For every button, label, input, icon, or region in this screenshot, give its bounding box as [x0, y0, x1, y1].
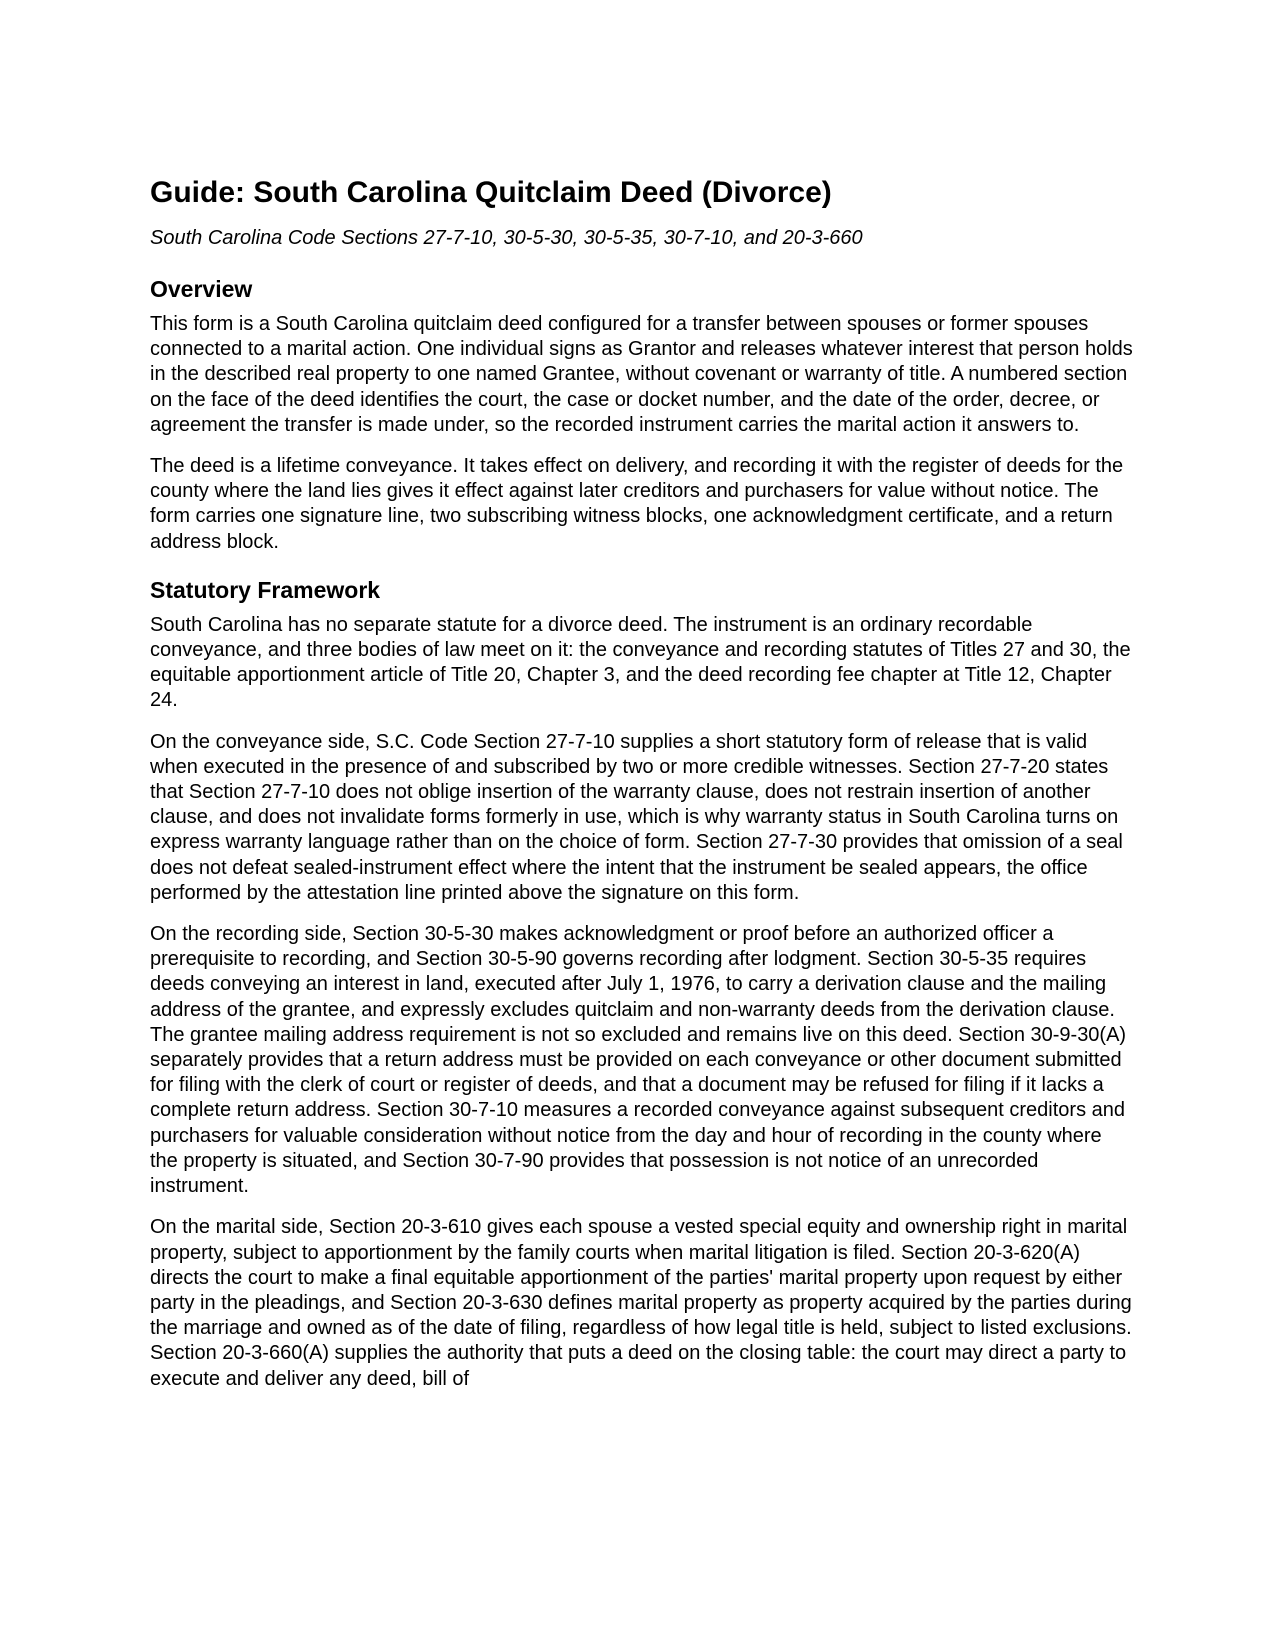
overview-paragraph: This form is a South Carolina quitclaim deed configured for a transfer between spouses or former spouses connected to a marital action. One individual signs as Grantor and releases whatever interest that person holds in the described real property to one named Grantee, without covenant or warranty of title. A numbered section on the face of the deed identifies the court, the case or docket number, and the date of the order, decree, or agreement the transfer is made under, so the recorded instrument carries the marital action it answers to.	[150, 313, 1133, 436]
document-title: Guide: South Carolina Quitclaim Deed (Divorce)	[150, 176, 832, 209]
section-heading-overview: Overview	[150, 276, 253, 302]
overview-paragraph: The deed is a lifetime conveyance. It takes effect on delivery, and recording it with the register of deeds for the county where the land lies gives it effect against later creditors and purchasers for value without notice. The form carries one signature line, two subscribing witness blocks, one acknowledgment certificate, and a return address block.	[150, 455, 1124, 553]
framework-paragraph: On the marital side, Section 20-3-610 gives each spouse a vested special equity and ownership right in marital property, subject to apportionment by the family courts when marital litigation is filed. Section 20-3-620(A) directs the court to make a final equitable apportionment of the parties' marital property upon request by either party in the pleadings, and Section 20-3-630 defines marital property as property acquired by the parties during the marriage and owned as of the date of filing, regardless of how legal title is held, subject to listed exclusions. Section 20-3-660(A) supplies the authority that puts a deed on the closing table: the court may direct a party to execute and deliver any deed, bill of	[150, 1216, 1132, 1390]
framework-paragraph: On the conveyance side, S.C. Code Section 27-7-10 supplies a short statutory form of release that is valid when executed in the presence of and subscribed by two or more credible witnesses. Section 27-7-20 states that Section 27-7-10 does not oblige insertion of the warranty clause, does not restrain insertion of another clause, and does not invalidate forms formerly in use, which is why warranty status in South Carolina turns on express warranty language rather than on the choice of form. Section 27-7-30 provides that omission of a seal does not defeat sealed-instrument effect where the intent that the instrument be sealed appears, the office performed by the attestation line printed above the signature on this form.	[150, 730, 1123, 904]
document-subtitle: South Carolina Code Sections 27-7-10, 30-5-30, 30-5-35, 30-7-10, and 20-3-660	[150, 227, 863, 249]
section-heading-statutory-framework: Statutory Framework	[150, 576, 381, 603]
document-page	[150, 172, 1135, 1392]
framework-paragraph: On the recording side, Section 30-5-30 makes acknowledgment or proof before an authorized officer a prerequisite to recording, and Section 30-5-90 governs recording after lodgment. Section 30-5-35 requires deeds conveying an interest in land, executed after July 1, 1976, to carry a derivation clause and the mailing address of the grantee, and expressly excludes quitclaim and non-warranty deeds from the derivation clause. The grantee mailing address requirement is not so excluded and remains live on this deed. Section 30-9-30(A) separately provides that a return address must be provided on each conveyance or other document submitted for filing with the clerk of court or register of deeds, and that a document may be refused for filing if it lacks a complete return address. Section 30-7-10 measures a recorded conveyance against subsequent creditors and purchasers for valuable consideration without notice from the day and hour of recording in the county where the property is situated, and Section 30-7-90 provides that possession is not notice of an unrecorded instrument.	[150, 923, 1127, 1198]
framework-paragraph: South Carolina has no separate statute for a divorce deed. The instrument is an ordinary recordable conveyance, and three bodies of law meet on it: the conveyance and recording statutes of Titles 27 and 30, the equitable apportionment article of Title 20, Chapter 3, and the deed recording fee chapter at Title 12, Chapter 24.	[150, 613, 1131, 712]
